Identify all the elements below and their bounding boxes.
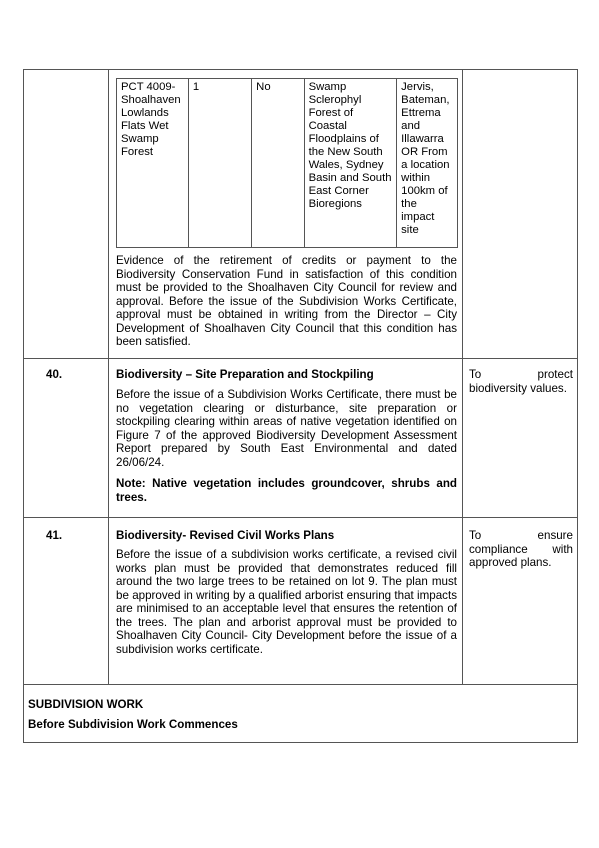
row-divider [23,517,578,518]
table-right-border [577,69,578,743]
pct-cell: PCT 4009- Shoalhaven Lowlands Flats Wet Swamp Forest [117,79,189,248]
section-heading: SUBDIVISION WORK [28,698,144,711]
condition-title: Biodiversity- Revised Civil Works Plans [116,529,335,542]
evidence-paragraph: Evidence of the retirement of credits or payment to the Biodiversity Conservation Fund in satisfaction of this condition must be provided to the Shoalhaven City Council for review and approval. Before the issue of the Subdivision Works Certificate, approval must be obtained in writing from the Director – City Development of Shoalhaven City Council that this condition has been satisfied. [116,254,457,348]
condition-note: Note: Native vegetation includes groundcover, shrubs and trees. [116,477,457,504]
table-left-border [23,69,24,743]
description-cell: Swamp Sclerophyl Forest of Coastal Floodplains of the New South Wales, Sydney Basin and South East Corner Bioregions [304,79,397,248]
condition-body: Before the issue of a Subdivision Works Certificate, there must be no vegetation clearing or disturbance, site preparation or stockpiling clearing within areas of native vegetation identified on Figure 7 of the approved Biodiversity Development Assessment Report prepared by South East Environmental and dated 26/06/24. [116,388,457,469]
condition-number: 40. [46,368,63,381]
condition-reason: To protect biodiversity values. [469,368,573,395]
credits-cell: 1 [188,79,251,248]
condition-reason: To ensure compliance with approved plans. [469,529,573,569]
table-row [117,79,458,248]
credit-table [116,78,458,248]
row-divider [23,684,578,685]
condition-number: 41. [46,529,63,542]
column-divider [108,69,109,685]
condition-title: Biodiversity – Site Preparation and Stockpiling [116,368,374,381]
column-divider [462,69,463,685]
row-divider [23,358,578,359]
table-bottom-border [23,742,578,743]
condition-body: Before the issue of a subdivision works certificate, a revised civil works plan must be provided that demonstrates reduced fill around the two large trees to be retained on lot 9. The plan must be approved in writing by a qualified arborist ensuring that impacts are minimised to an acceptable level that ensures the retention of the trees. The plan and arborist approval must be provided to Shoalhaven City Council- City Development before the issue of a subdivision works certificate. [116,548,457,656]
section-subheading: Before Subdivision Work Commences [28,718,238,731]
tec-cell: No [252,79,304,248]
location-cell: Jervis, Bateman, Ettrema and Illawarra OR From a location within 100km of the impact site [397,79,458,248]
table-top-border [23,69,578,70]
